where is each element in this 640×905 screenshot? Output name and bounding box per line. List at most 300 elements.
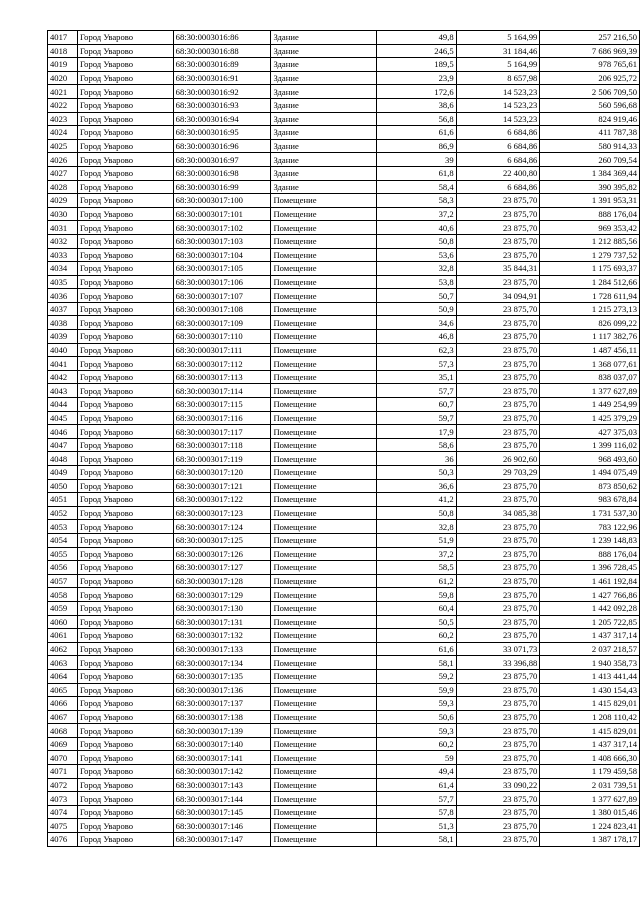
- cell-cadastral-value: 1 731 537,30: [540, 506, 640, 520]
- cell-specific-value: 23 875,70: [456, 425, 540, 439]
- cell-row-number: 4036: [48, 289, 78, 303]
- table-row: [48, 765, 640, 779]
- cell-specific-value: 23 875,70: [456, 221, 540, 235]
- cell-city: Город Уварово: [77, 697, 173, 711]
- cell-city: Город Уварово: [77, 819, 173, 833]
- cell-row-number: 4040: [48, 343, 78, 357]
- cell-city: Город Уварово: [77, 737, 173, 751]
- cell-object-type: Помещение: [271, 629, 377, 643]
- cell-cadastral-number: 68:30:0003017:102: [173, 221, 271, 235]
- cell-object-type: Помещение: [271, 289, 377, 303]
- cell-cadastral-value: 1 940 358,73: [540, 656, 640, 670]
- cell-row-number: 4056: [48, 561, 78, 575]
- table-row: [48, 139, 640, 153]
- cell-cadastral-value: 1 279 737,52: [540, 248, 640, 262]
- cell-object-type: Помещение: [271, 425, 377, 439]
- cell-area: 60,7: [377, 398, 457, 412]
- cell-specific-value: 33 090,22: [456, 778, 540, 792]
- cell-row-number: 4027: [48, 166, 78, 180]
- cell-cadastral-value: 1 380 015,46: [540, 805, 640, 819]
- cell-cadastral-value: 1 487 456,11: [540, 343, 640, 357]
- cell-specific-value: 23 875,70: [456, 574, 540, 588]
- cell-city: Город Уварово: [77, 561, 173, 575]
- cell-row-number: 4066: [48, 697, 78, 711]
- cell-specific-value: 14 523,23: [456, 112, 540, 126]
- cell-specific-value: 23 875,70: [456, 384, 540, 398]
- cell-cadastral-number: 68:30:0003017:115: [173, 398, 271, 412]
- cell-city: Город Уварово: [77, 166, 173, 180]
- cell-specific-value: 23 875,70: [456, 357, 540, 371]
- cell-specific-value: 23 875,70: [456, 833, 540, 847]
- cell-specific-value: 23 875,70: [456, 275, 540, 289]
- cell-cadastral-number: 68:30:0003017:138: [173, 710, 271, 724]
- cell-cadastral-number: 68:30:0003017:145: [173, 805, 271, 819]
- cell-area: 38,6: [377, 98, 457, 112]
- cell-cadastral-value: 1 442 092,28: [540, 601, 640, 615]
- cell-row-number: 4025: [48, 139, 78, 153]
- cell-area: 51,9: [377, 533, 457, 547]
- cell-row-number: 4070: [48, 751, 78, 765]
- cell-cadastral-number: 68:30:0003017:125: [173, 533, 271, 547]
- cell-row-number: 4076: [48, 833, 78, 847]
- cell-object-type: Здание: [271, 31, 377, 45]
- table-row: [48, 289, 640, 303]
- cell-specific-value: 23 875,70: [456, 724, 540, 738]
- cell-row-number: 4057: [48, 574, 78, 588]
- cell-row-number: 4074: [48, 805, 78, 819]
- cell-cadastral-value: 838 037,07: [540, 370, 640, 384]
- cell-cadastral-number: 68:30:0003017:134: [173, 656, 271, 670]
- cell-cadastral-value: 1 284 512,66: [540, 275, 640, 289]
- table-row: [48, 629, 640, 643]
- cell-object-type: Помещение: [271, 248, 377, 262]
- cell-specific-value: 23 875,70: [456, 479, 540, 493]
- cell-area: 50,3: [377, 466, 457, 480]
- cell-cadastral-value: 2 037 218,57: [540, 642, 640, 656]
- cell-row-number: 4024: [48, 126, 78, 140]
- cell-cadastral-value: 1 179 459,58: [540, 765, 640, 779]
- cell-cadastral-value: 1 408 666,30: [540, 751, 640, 765]
- cell-cadastral-number: 68:30:0003016:88: [173, 44, 271, 58]
- cell-city: Город Уварово: [77, 751, 173, 765]
- cell-area: 40,6: [377, 221, 457, 235]
- cell-area: 59,2: [377, 669, 457, 683]
- cell-area: 50,7: [377, 289, 457, 303]
- cell-specific-value: 6 684,86: [456, 180, 540, 194]
- cell-cadastral-value: 390 395,82: [540, 180, 640, 194]
- cell-object-type: Помещение: [271, 398, 377, 412]
- cell-object-type: Помещение: [271, 302, 377, 316]
- cell-object-type: Помещение: [271, 262, 377, 276]
- cell-city: Город Уварово: [77, 425, 173, 439]
- cell-row-number: 4020: [48, 71, 78, 85]
- table-row: [48, 561, 640, 575]
- table-row: [48, 398, 640, 412]
- cell-area: 60,2: [377, 629, 457, 643]
- cell-object-type: Здание: [271, 58, 377, 72]
- cell-cadastral-value: 1 494 075,49: [540, 466, 640, 480]
- cell-object-type: Помещение: [271, 479, 377, 493]
- cell-row-number: 4034: [48, 262, 78, 276]
- cell-row-number: 4018: [48, 44, 78, 58]
- cell-specific-value: 23 875,70: [456, 398, 540, 412]
- cell-object-type: Здание: [271, 85, 377, 99]
- cell-specific-value: 23 875,70: [456, 615, 540, 629]
- cell-row-number: 4053: [48, 520, 78, 534]
- cell-city: Город Уварово: [77, 466, 173, 480]
- table-row: [48, 153, 640, 167]
- cell-area: 50,6: [377, 710, 457, 724]
- cell-specific-value: 23 875,70: [456, 248, 540, 262]
- cell-city: Город Уварово: [77, 302, 173, 316]
- table-row: [48, 533, 640, 547]
- cell-city: Город Уварово: [77, 180, 173, 194]
- cell-row-number: 4063: [48, 656, 78, 670]
- cell-area: 58,5: [377, 561, 457, 575]
- cell-area: 61,8: [377, 166, 457, 180]
- cell-city: Город Уварово: [77, 316, 173, 330]
- cell-row-number: 4035: [48, 275, 78, 289]
- cell-cadastral-number: 68:30:0003016:98: [173, 166, 271, 180]
- cell-cadastral-number: 68:30:0003017:143: [173, 778, 271, 792]
- cell-cadastral-value: 411 787,38: [540, 126, 640, 140]
- cell-row-number: 4033: [48, 248, 78, 262]
- cell-city: Город Уварово: [77, 574, 173, 588]
- cell-object-type: Помещение: [271, 275, 377, 289]
- cell-specific-value: 33 071,73: [456, 642, 540, 656]
- table-row: [48, 71, 640, 85]
- table-row: [48, 438, 640, 452]
- cell-specific-value: 23 875,70: [456, 669, 540, 683]
- cell-cadastral-number: 68:30:0003017:140: [173, 737, 271, 751]
- cell-cadastral-value: 1 205 722,85: [540, 615, 640, 629]
- cell-object-type: Помещение: [271, 778, 377, 792]
- cell-city: Город Уварово: [77, 792, 173, 806]
- cell-city: Город Уварово: [77, 398, 173, 412]
- cell-object-type: Помещение: [271, 561, 377, 575]
- cell-cadastral-value: 888 176,04: [540, 207, 640, 221]
- cell-object-type: Здание: [271, 98, 377, 112]
- cell-specific-value: 23 875,70: [456, 697, 540, 711]
- cell-object-type: Помещение: [271, 234, 377, 248]
- cell-row-number: 4052: [48, 506, 78, 520]
- cell-specific-value: 26 902,60: [456, 452, 540, 466]
- cell-row-number: 4032: [48, 234, 78, 248]
- cell-area: 61,4: [377, 778, 457, 792]
- cell-object-type: Помещение: [271, 194, 377, 208]
- cell-object-type: Помещение: [271, 697, 377, 711]
- cell-object-type: Здание: [271, 126, 377, 140]
- cell-object-type: Помещение: [271, 452, 377, 466]
- cell-row-number: 4067: [48, 710, 78, 724]
- cell-specific-value: 22 400,80: [456, 166, 540, 180]
- cell-row-number: 4071: [48, 765, 78, 779]
- cell-row-number: 4046: [48, 425, 78, 439]
- cell-row-number: 4048: [48, 452, 78, 466]
- cell-cadastral-value: 783 122,96: [540, 520, 640, 534]
- table-row: [48, 805, 640, 819]
- cell-area: 36,6: [377, 479, 457, 493]
- cell-area: 59,3: [377, 697, 457, 711]
- cell-object-type: Помещение: [271, 601, 377, 615]
- cell-cadastral-value: 1 239 148,83: [540, 533, 640, 547]
- cell-city: Город Уварово: [77, 778, 173, 792]
- table-row: [48, 425, 640, 439]
- table-row: [48, 180, 640, 194]
- cell-area: 58,3: [377, 194, 457, 208]
- cell-cadastral-value: 826 099,22: [540, 316, 640, 330]
- cell-area: 59,3: [377, 724, 457, 738]
- table-row: [48, 411, 640, 425]
- cell-city: Город Уварово: [77, 330, 173, 344]
- cell-cadastral-number: 68:30:0003017:118: [173, 438, 271, 452]
- cell-cadastral-number: 68:30:0003017:139: [173, 724, 271, 738]
- cell-row-number: 4043: [48, 384, 78, 398]
- cell-cadastral-number: 68:30:0003017:132: [173, 629, 271, 643]
- table-row: [48, 302, 640, 316]
- cell-specific-value: 23 875,70: [456, 683, 540, 697]
- cell-cadastral-number: 68:30:0003017:100: [173, 194, 271, 208]
- cell-specific-value: 23 875,70: [456, 343, 540, 357]
- cell-specific-value: 23 875,70: [456, 601, 540, 615]
- cell-area: 59,9: [377, 683, 457, 697]
- cell-specific-value: 23 875,70: [456, 819, 540, 833]
- cell-row-number: 4055: [48, 547, 78, 561]
- cell-object-type: Помещение: [271, 547, 377, 561]
- cell-cadastral-number: 68:30:0003016:86: [173, 31, 271, 45]
- cell-city: Город Уварово: [77, 207, 173, 221]
- cell-specific-value: 34 085,38: [456, 506, 540, 520]
- cell-cadastral-number: 68:30:0003017:131: [173, 615, 271, 629]
- table-row: [48, 262, 640, 276]
- cell-city: Город Уварово: [77, 683, 173, 697]
- cell-cadastral-number: 68:30:0003017:120: [173, 466, 271, 480]
- cell-object-type: Помещение: [271, 792, 377, 806]
- cell-city: Город Уварово: [77, 234, 173, 248]
- cell-cadastral-number: 68:30:0003017:123: [173, 506, 271, 520]
- table-row: [48, 493, 640, 507]
- cell-cadastral-number: 68:30:0003017:124: [173, 520, 271, 534]
- cell-cadastral-value: 1 415 829,01: [540, 697, 640, 711]
- cell-cadastral-value: 1 413 441,44: [540, 669, 640, 683]
- cell-row-number: 4044: [48, 398, 78, 412]
- cell-object-type: Здание: [271, 166, 377, 180]
- cell-cadastral-number: 68:30:0003017:105: [173, 262, 271, 276]
- table-row: [48, 194, 640, 208]
- cell-row-number: 4021: [48, 85, 78, 99]
- cell-cadastral-number: 68:30:0003016:91: [173, 71, 271, 85]
- table-row: [48, 126, 640, 140]
- cell-city: Город Уварово: [77, 139, 173, 153]
- cell-cadastral-value: 1 425 379,29: [540, 411, 640, 425]
- cell-cadastral-value: 1 396 728,45: [540, 561, 640, 575]
- cell-specific-value: 23 875,70: [456, 751, 540, 765]
- cell-city: Город Уварово: [77, 44, 173, 58]
- cell-cadastral-value: 1 449 254,99: [540, 398, 640, 412]
- cell-cadastral-value: 7 686 969,39: [540, 44, 640, 58]
- cell-cadastral-number: 68:30:0003017:144: [173, 792, 271, 806]
- cell-cadastral-number: 68:30:0003017:136: [173, 683, 271, 697]
- cell-object-type: Помещение: [271, 506, 377, 520]
- cell-city: Город Уварово: [77, 669, 173, 683]
- table-row: [48, 792, 640, 806]
- cell-row-number: 4023: [48, 112, 78, 126]
- cell-area: 34,6: [377, 316, 457, 330]
- cell-city: Город Уварово: [77, 520, 173, 534]
- table-row: [48, 466, 640, 480]
- cell-city: Город Уварово: [77, 506, 173, 520]
- cell-object-type: Помещение: [271, 221, 377, 235]
- cell-city: Город Уварово: [77, 112, 173, 126]
- cell-cadastral-number: 68:30:0003016:92: [173, 85, 271, 99]
- cell-area: 59: [377, 751, 457, 765]
- cell-city: Город Уварово: [77, 833, 173, 847]
- cell-row-number: 4031: [48, 221, 78, 235]
- cell-cadastral-value: 1 175 693,37: [540, 262, 640, 276]
- cell-cadastral-value: 1 387 178,17: [540, 833, 640, 847]
- cell-cadastral-value: 257 216,50: [540, 31, 640, 45]
- cell-cadastral-value: 873 850,62: [540, 479, 640, 493]
- cell-city: Город Уварово: [77, 384, 173, 398]
- cell-object-type: Помещение: [271, 656, 377, 670]
- cell-city: Город Уварово: [77, 629, 173, 643]
- table-row: [48, 642, 640, 656]
- cell-cadastral-value: 969 353,42: [540, 221, 640, 235]
- cell-cadastral-value: 824 919,46: [540, 112, 640, 126]
- cell-cadastral-value: 580 914,33: [540, 139, 640, 153]
- cell-city: Город Уварово: [77, 479, 173, 493]
- cell-area: 50,5: [377, 615, 457, 629]
- table-row: [48, 506, 640, 520]
- cell-area: 23,9: [377, 71, 457, 85]
- cell-area: 50,8: [377, 234, 457, 248]
- table-row: [48, 751, 640, 765]
- cell-area: 41,2: [377, 493, 457, 507]
- cell-row-number: 4030: [48, 207, 78, 221]
- cell-specific-value: 14 523,23: [456, 85, 540, 99]
- cell-row-number: 4022: [48, 98, 78, 112]
- cell-row-number: 4054: [48, 533, 78, 547]
- cell-row-number: 4037: [48, 302, 78, 316]
- cell-cadastral-value: 978 765,61: [540, 58, 640, 72]
- cell-cadastral-number: 68:30:0003017:104: [173, 248, 271, 262]
- cell-cadastral-number: 68:30:0003017:147: [173, 833, 271, 847]
- cell-object-type: Помещение: [271, 316, 377, 330]
- cell-object-type: Помещение: [271, 669, 377, 683]
- table-row: [48, 31, 640, 45]
- cell-cadastral-number: 68:30:0003017:112: [173, 357, 271, 371]
- cell-cadastral-value: 427 375,03: [540, 425, 640, 439]
- cell-specific-value: 6 684,86: [456, 139, 540, 153]
- cell-specific-value: 23 875,70: [456, 302, 540, 316]
- cell-specific-value: 23 875,70: [456, 194, 540, 208]
- cell-cadastral-value: 560 596,68: [540, 98, 640, 112]
- cell-specific-value: 23 875,70: [456, 629, 540, 643]
- cell-object-type: Помещение: [271, 751, 377, 765]
- cell-object-type: Помещение: [271, 533, 377, 547]
- cell-object-type: Помещение: [271, 466, 377, 480]
- cell-row-number: 4061: [48, 629, 78, 643]
- cell-specific-value: 23 875,70: [456, 438, 540, 452]
- cell-city: Город Уварово: [77, 656, 173, 670]
- cell-specific-value: 34 094,91: [456, 289, 540, 303]
- table-row: [48, 778, 640, 792]
- cell-specific-value: 14 523,23: [456, 98, 540, 112]
- cell-cadastral-value: 1 399 116,02: [540, 438, 640, 452]
- cell-cadastral-value: 1 377 627,89: [540, 384, 640, 398]
- cell-city: Город Уварово: [77, 289, 173, 303]
- table-row: [48, 275, 640, 289]
- cell-cadastral-value: 1 377 627,89: [540, 792, 640, 806]
- cell-city: Город Уварово: [77, 805, 173, 819]
- cell-city: Город Уварово: [77, 248, 173, 262]
- table-row: [48, 656, 640, 670]
- cell-specific-value: 23 875,70: [456, 765, 540, 779]
- cell-area: 60,4: [377, 601, 457, 615]
- cell-city: Город Уварово: [77, 194, 173, 208]
- cell-city: Город Уварово: [77, 452, 173, 466]
- cell-specific-value: 29 703,29: [456, 466, 540, 480]
- cell-specific-value: 23 875,70: [456, 330, 540, 344]
- cell-cadastral-number: 68:30:0003017:110: [173, 330, 271, 344]
- cell-cadastral-number: 68:30:0003017:137: [173, 697, 271, 711]
- cell-cadastral-number: 68:30:0003016:97: [173, 153, 271, 167]
- cell-cadastral-number: 68:30:0003017:111: [173, 343, 271, 357]
- cell-area: 53,8: [377, 275, 457, 289]
- table-row: [48, 316, 640, 330]
- cell-area: 49,8: [377, 31, 457, 45]
- cell-object-type: Помещение: [271, 615, 377, 629]
- cell-object-type: Помещение: [271, 438, 377, 452]
- cell-cadastral-value: 1 461 192,84: [540, 574, 640, 588]
- table-row: [48, 357, 640, 371]
- cell-specific-value: 23 875,70: [456, 792, 540, 806]
- cell-area: 57,3: [377, 357, 457, 371]
- cell-cadastral-number: 68:30:0003017:103: [173, 234, 271, 248]
- cell-cadastral-value: 260 709,54: [540, 153, 640, 167]
- cell-cadastral-value: 983 678,84: [540, 493, 640, 507]
- cell-row-number: 4050: [48, 479, 78, 493]
- cell-object-type: Помещение: [271, 819, 377, 833]
- cell-object-type: Здание: [271, 153, 377, 167]
- table-row: [48, 207, 640, 221]
- cell-specific-value: 6 684,86: [456, 126, 540, 140]
- table-row: [48, 248, 640, 262]
- table-row: [48, 384, 640, 398]
- cell-area: 37,2: [377, 207, 457, 221]
- cell-cadastral-number: 68:30:0003017:114: [173, 384, 271, 398]
- cell-area: 50,9: [377, 302, 457, 316]
- table-row: [48, 724, 640, 738]
- cell-row-number: 4038: [48, 316, 78, 330]
- cell-object-type: Помещение: [271, 724, 377, 738]
- table-row: [48, 547, 640, 561]
- cell-object-type: Помещение: [271, 710, 377, 724]
- cell-cadastral-number: 68:30:0003017:122: [173, 493, 271, 507]
- cell-specific-value: 23 875,70: [456, 805, 540, 819]
- cell-city: Город Уварово: [77, 547, 173, 561]
- cell-cadastral-number: 68:30:0003016:96: [173, 139, 271, 153]
- cell-cadastral-number: 68:30:0003017:113: [173, 370, 271, 384]
- cell-cadastral-number: 68:30:0003017:117: [173, 425, 271, 439]
- cell-area: 61,6: [377, 642, 457, 656]
- table-row: [48, 833, 640, 847]
- table-row: [48, 479, 640, 493]
- table-row: [48, 221, 640, 235]
- table-row: [48, 44, 640, 58]
- table-row: [48, 452, 640, 466]
- cell-object-type: Помещение: [271, 805, 377, 819]
